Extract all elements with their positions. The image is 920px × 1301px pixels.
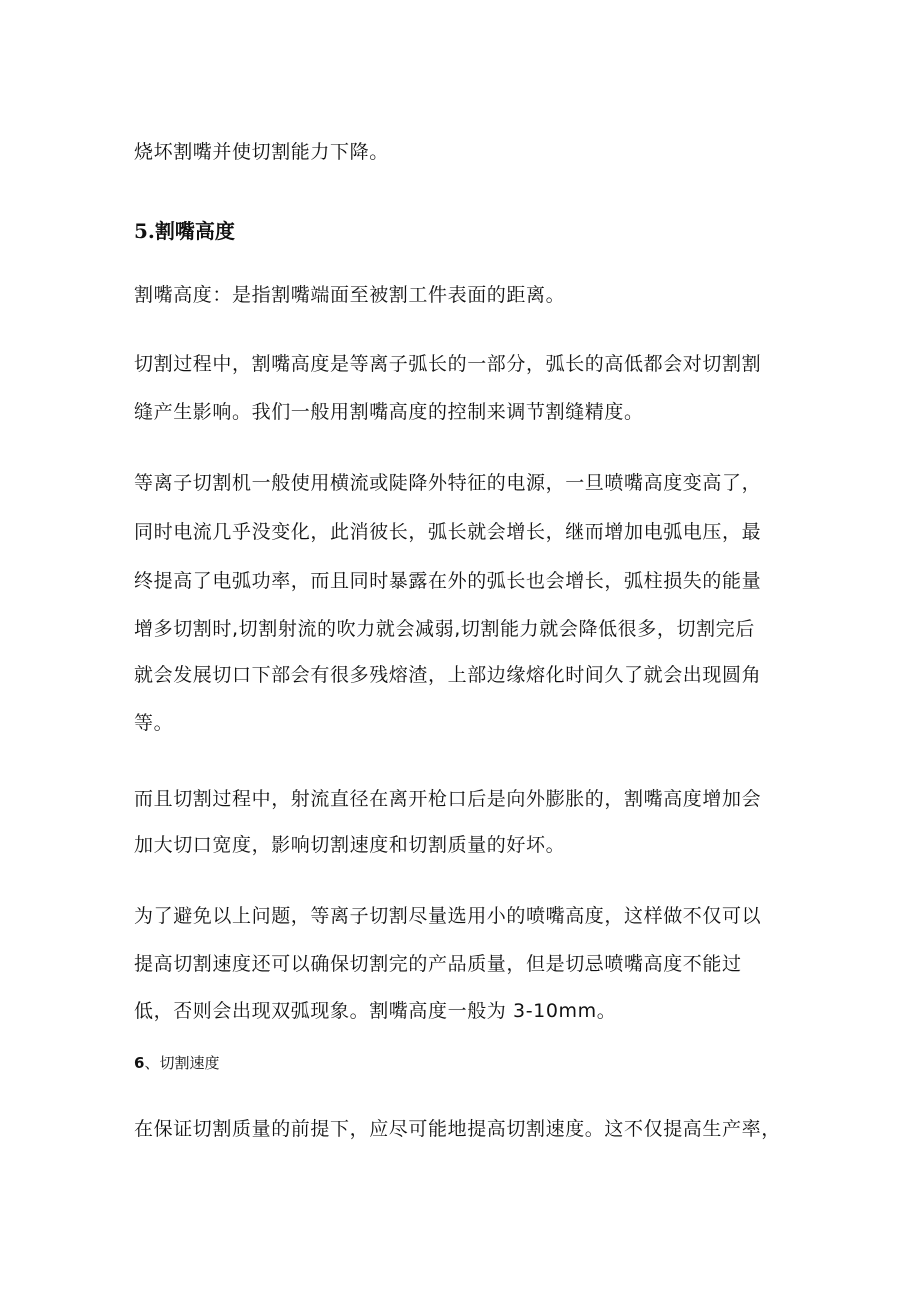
paragraph-line: 为了避免以上问题，等离子切割尽量选用小的喷嘴高度，这样做不仅可以 [134,905,762,927]
paragraph-line: 就会发展切口下部会有很多残熔渣，上部边缘熔化时间久了就会出现圆角 [134,664,762,686]
section-6-heading [134,1052,219,1073]
section-6-title: 、切割速度 [144,1054,220,1072]
paragraph-line: 低，否则会出现双弧现象。割嘴高度一般为 3-10mm。 [134,1000,617,1022]
paragraph-line: 终提高了电弧功率，而且同时暴露在外的弧长也会增长，弧柱损失的能量 [134,570,762,592]
paragraph-line: 等离子切割机一般使用横流或陡降外特征的电源，一旦喷嘴高度变高了， [134,472,762,494]
section-6-number: 6 [134,1054,145,1072]
definition-paragraph: 割嘴高度：是指割嘴端面至被割工件表面的距离。 [134,284,566,306]
paragraph-line: 增多切割时,切割射流的吹力就会减弱,切割能力就会降低很多，切割完后 [134,618,755,640]
paragraph-line: 缝产生影响。我们一般用割嘴高度的控制来调节割缝精度。 [134,401,644,423]
paragraph-line: 等。 [134,712,174,734]
paragraph-line: 而且切割过程中，射流直径在离开枪口后是向外膨胀的，割嘴高度增加会 [134,788,762,810]
paragraph-line: 同时电流几乎没变化，此消彼长，弧长就会增长，继而增加电弧电压，最 [134,521,762,543]
paragraph-line: 切割过程中，割嘴高度是等离子弧长的一部分，弧长的高低都会对切割割 [134,353,762,375]
paragraph-line: 提高切割速度还可以确保切割完的产品质量，但是切忌喷嘴高度不能过 [134,953,742,975]
paragraph-fragment: 烧坏割嘴并使切割能力下降。 [134,141,389,163]
paragraph-line: 加大切口宽度，影响切割速度和切割质量的好坏。 [134,834,566,856]
paragraph-line: 在保证切割质量的前提下，应尽可能地提高切割速度。这不仅提高生产率， [134,1118,781,1140]
section-5-heading: 5.割嘴高度 [134,219,235,243]
